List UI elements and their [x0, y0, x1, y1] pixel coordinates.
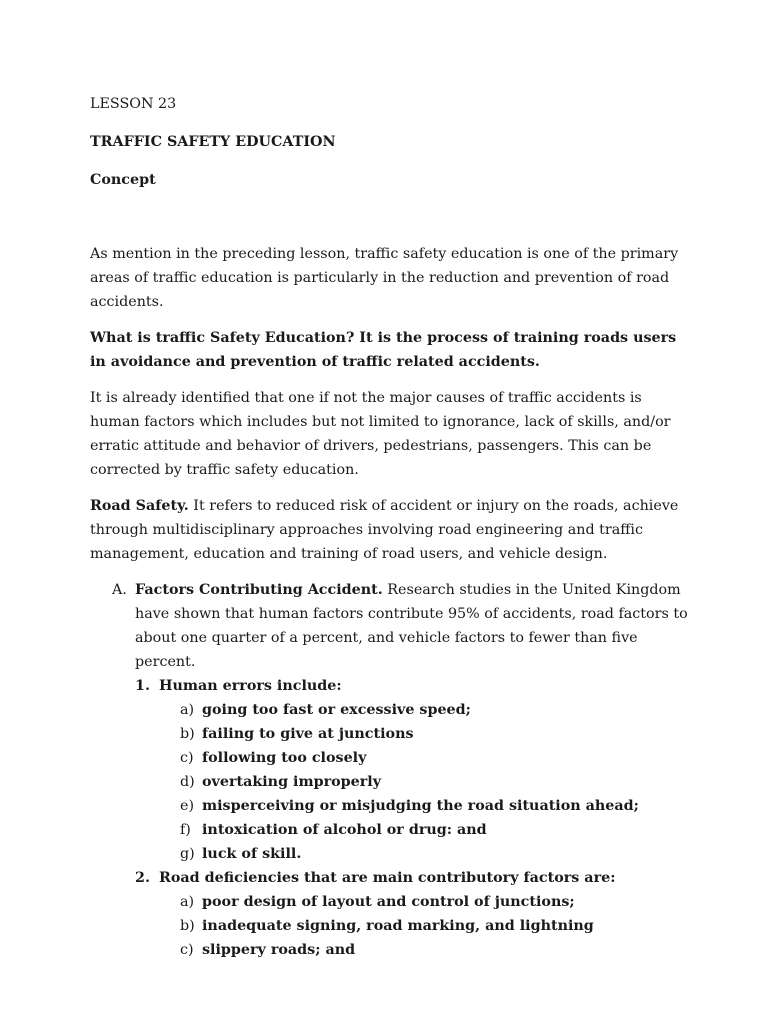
- list-item: [180, 842, 690, 866]
- list-marker: 1.: [135, 678, 150, 694]
- list-item: [180, 818, 690, 842]
- list-marker: g): [180, 846, 195, 862]
- intro-paragraph: As mention in the preceding lesson, traffic safety education is one of the primary areas of traffic education is particularly in the reduction and prevention of road accidents.: [90, 246, 679, 310]
- list-marker: e): [180, 798, 195, 814]
- definition-paragraph: [90, 326, 690, 374]
- concept-heading: Concept: [90, 172, 156, 188]
- list-item-text: luck of skill.: [202, 846, 302, 862]
- page-title: TRAFFIC SAFETY EDUCATION: [90, 134, 336, 150]
- list-marker: a): [180, 894, 195, 910]
- list-marker: b): [180, 726, 195, 742]
- section-a-paragraph: [135, 578, 690, 674]
- section-a-term: Factors Contributing Accident.: [135, 582, 383, 598]
- list-item-text: slippery roads; and: [202, 942, 356, 958]
- list-item: [180, 698, 690, 722]
- list-item-text: inadequate signing, road marking, and lightning: [202, 918, 594, 934]
- road-safety-term: Road Safety.: [90, 498, 189, 514]
- road-deficiencies-list: [135, 890, 690, 962]
- list-item: [180, 914, 690, 938]
- list-marker: a): [180, 702, 195, 718]
- list-item-text: overtaking improperly: [202, 774, 382, 790]
- list-item: [180, 794, 690, 818]
- list-item-text: following too closely: [202, 750, 367, 766]
- human-factors-paragraph: It is already identified that one if not the major causes of traffic accidents is human factors which includes but not limited to ignorance, lack of skills, and/or erratic attitude and behavior of drivers, pedestrians, passengers. This can be corrected by traffic safety education.: [90, 390, 671, 478]
- human-errors-label: Human errors include:: [159, 678, 342, 694]
- road-deficiencies-label: Road deficiencies that are main contributory factors are:: [159, 870, 616, 886]
- document-page: [90, 92, 690, 962]
- list-item: [180, 938, 690, 962]
- list-marker: c): [180, 750, 194, 766]
- road-safety-text: It refers to reduced risk of accident or injury on the roads, achieve through multidisciplinary approaches involving road engineering and traffic management, education and training of road users, and vehicle design.: [90, 498, 679, 562]
- list-item-text: poor design of layout and control of junctions;: [202, 894, 575, 910]
- list-marker: 2.: [135, 870, 150, 886]
- list-item: [180, 770, 690, 794]
- list-item-text: going too fast or excessive speed;: [202, 702, 471, 718]
- section-a: [90, 578, 690, 962]
- list-marker: c): [180, 942, 194, 958]
- list-item: [180, 890, 690, 914]
- human-errors-item: [135, 674, 690, 698]
- list-item-text: failing to give at junctions: [202, 726, 414, 742]
- section-a-text: Research studies in the United Kingdom have shown that human factors contribute 95% of accidents, road factors to about one quarter of a percent, and vehicle factors to fewer than five percent.: [135, 582, 688, 670]
- list-item: [180, 722, 690, 746]
- list-marker: b): [180, 918, 195, 934]
- list-item: [180, 746, 690, 770]
- definition-text: What is traffic Safety Education? It is the process of training roads users in avoidance and prevention of traffic related accidents.: [90, 330, 677, 370]
- list-marker: f): [180, 822, 191, 838]
- road-deficiencies-item: [135, 866, 690, 890]
- section-a-marker: A.: [112, 582, 127, 598]
- road-safety-paragraph: [90, 494, 690, 566]
- list-marker: d): [180, 774, 195, 790]
- list-item-text: intoxication of alcohol or drug: and: [202, 822, 487, 838]
- list-item-text: misperceiving or misjudging the road situation ahead;: [202, 798, 639, 814]
- human-errors-list: [135, 698, 690, 866]
- lesson-number: LESSON 23: [90, 96, 177, 112]
